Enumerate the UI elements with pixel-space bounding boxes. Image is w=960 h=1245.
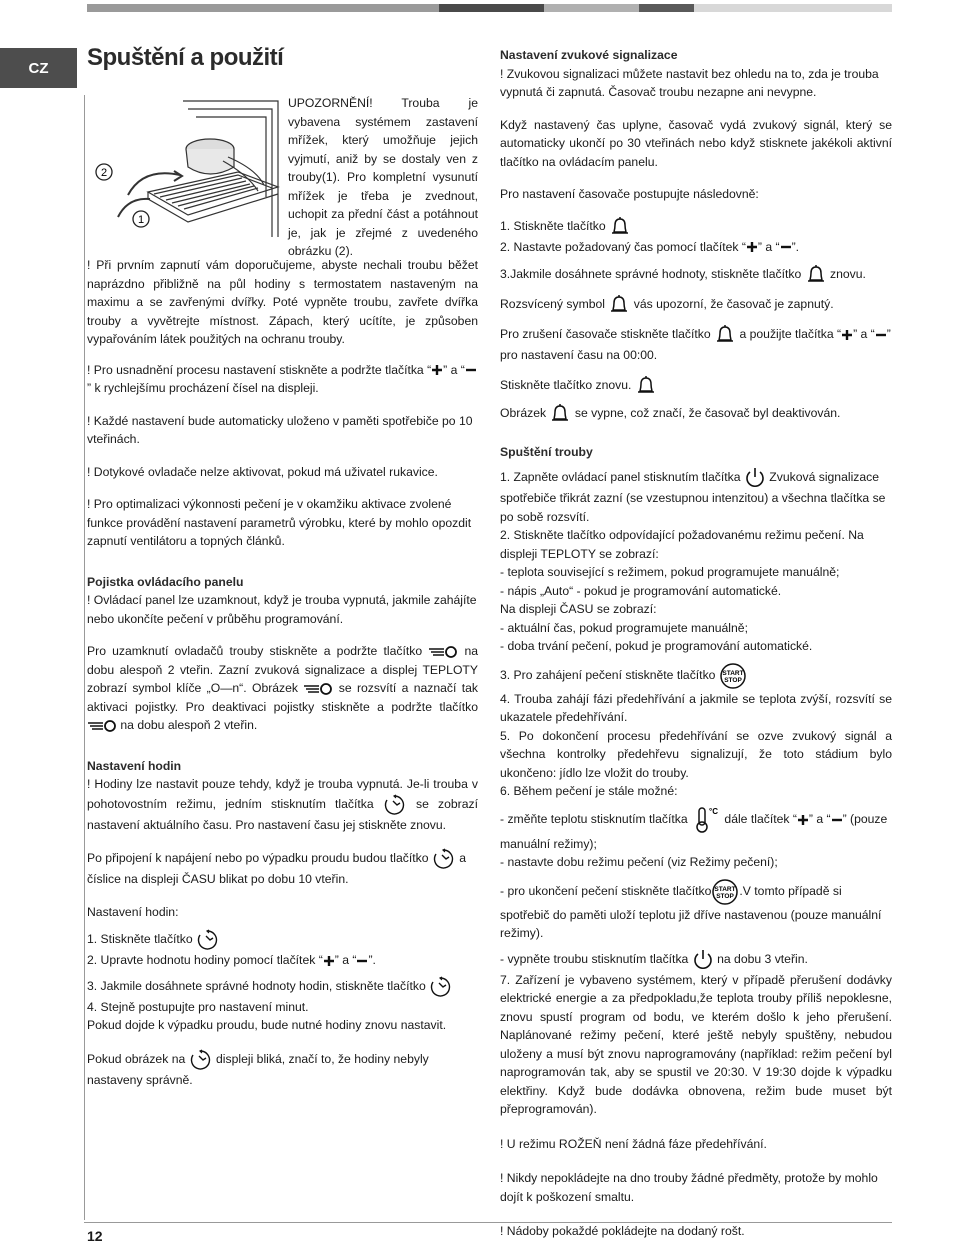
timer-step-3	[500, 264, 892, 286]
start-label: START	[714, 885, 736, 893]
rack-note: ! Nádoby pokaždé pokládejte na dodaný rošt.	[500, 1224, 745, 1238]
start-step-6c	[500, 878, 892, 943]
clock-s2-b: ” a “	[334, 953, 357, 967]
start-s6-a3: ” a “	[808, 811, 831, 826]
stop-label: STOP	[724, 676, 742, 684]
clock-step-5: Pokud dojde k výpadku proudu, bude nutné hodiny znovu nastavit.	[87, 1018, 447, 1032]
start-s6-a4: ” (pouze manuální režimy);	[500, 811, 888, 851]
timer-s7-a: Obrázek	[500, 405, 547, 420]
timer-s2-b: ” a “	[757, 239, 780, 254]
start-stop-icon	[719, 662, 747, 690]
page-number: 12	[87, 1228, 103, 1244]
key-icon	[428, 645, 458, 659]
start-step-2-l1: - teplota související s režimem, pokud programujete manuálně;	[500, 565, 840, 579]
clock-icon	[196, 929, 220, 951]
bell-icon	[608, 294, 630, 316]
clock-steps-title: Nastavení hodin:	[87, 904, 179, 919]
start-s6-c2: .V tomto případě si spotřebič do paměti uloží teplotu již dříve nastavenou (pouze manuální režimy).	[500, 883, 882, 940]
lock-p2-b: na dobu alespoň 2 vteřin. Zazní zvuková signalizace a displej TEPLOTY zobrazí symbol klíče „O—n“. Obrázek	[87, 644, 479, 695]
clock-icon	[429, 976, 453, 998]
clock-p1	[87, 775, 478, 834]
timer-p2: Když nastavený čas uplyne, časovač vydá zvukový signál, který se automaticky ukončí po 30 vteřinách nebo když stisknete jakékoli aktivní tlačítko na ovládacím panelu.	[500, 117, 892, 169]
start-step-6: 6. Během pečení je stále možné:	[500, 784, 678, 798]
right-column	[500, 46, 892, 1241]
plus-icon	[797, 814, 809, 826]
clock-p1-a: ! Hodiny lze nastavit pouze tehdy, když je trouba vypnutá. Je-li trouba v pohotovostním režimu, jedním stisknutím tlačítka	[87, 777, 478, 811]
clock-s2-c: ”.	[368, 953, 376, 967]
hold-buttons-note	[87, 361, 478, 398]
power-icon	[692, 949, 714, 971]
lock-section	[87, 573, 478, 735]
clock-icon	[189, 1049, 213, 1071]
clock-section	[87, 757, 478, 1090]
rotisserie-note: ! U režimu ROŽEŇ není žádná fáze předehřívání.	[500, 1136, 767, 1151]
clock-p3	[87, 1049, 478, 1090]
header-bar-seg	[87, 4, 439, 12]
minus-icon	[780, 241, 792, 253]
start-step-1	[500, 467, 892, 526]
start-label: START	[722, 669, 744, 677]
plus-icon	[431, 364, 443, 376]
bell-icon	[635, 375, 657, 397]
gloves-note: ! Dotykové ovladače nelze aktivovat, pokud má uživatel rukavice.	[87, 464, 438, 479]
hold-note-b: ” a “	[443, 362, 465, 377]
clock-p2	[87, 848, 478, 889]
start-title: Spuštění trouby	[500, 444, 593, 459]
start-s6-a2: dále tlačítek “	[724, 811, 797, 826]
clock-step-3	[87, 976, 478, 998]
start-s6-d1: - vypněte troubu stisknutím tlačítka	[500, 951, 689, 966]
header-bar-seg	[544, 4, 639, 12]
timer-s3-b: znovu.	[830, 267, 866, 282]
hold-note-a: ! Pro usnadnění procesu nastavení stiskněte a podržte tlačítka “	[87, 362, 432, 377]
start-s1-b: Zvuková signalizace spotřebiče třikrát zazní (se vzestupnou intenzitou) a všechna tlačítka se po sobě rozsvítí.	[500, 470, 886, 524]
header-bar-seg	[639, 4, 694, 12]
bell-icon	[609, 216, 631, 238]
lock-p2	[87, 642, 478, 735]
autosave-note: ! Každé nastavení bude automaticky uloženo v paměti spotřebiče po 10 vteřinách.	[87, 413, 473, 446]
timer-step-4	[500, 294, 892, 316]
key-icon	[87, 719, 117, 733]
start-step-2-l5: - doba trvání pečení, pokud je programování automatické.	[500, 639, 813, 653]
clock-p2-b: a číslice na displeji ČASU blikat po dobu 10 vteřin.	[87, 851, 467, 886]
clock-icon	[432, 848, 456, 870]
figure-label-1: 1	[137, 214, 145, 226]
start-step-3	[500, 662, 892, 690]
timer-s5-b: a použijte tlačítka “	[739, 327, 842, 342]
clock-title: Nastavení hodin	[87, 758, 182, 773]
minus-icon	[465, 364, 477, 376]
celsius-label: °C	[709, 806, 719, 816]
timer-s2-a: 2. Nastavte požadovaný čas pomocí tlačítek “	[500, 239, 746, 254]
header-bar-seg	[439, 4, 544, 12]
clock-icon	[383, 794, 407, 816]
clock-step-2	[87, 951, 478, 970]
hold-note-c: ” k rychlejšímu procházení čísel na displeji.	[87, 381, 319, 395]
timer-s2-c: ”.	[791, 239, 800, 254]
start-step-2-l3: Na displeji ČASU se zobrazí:	[500, 602, 657, 616]
timer-s1: 1. Stiskněte tlačítko	[500, 218, 606, 233]
start-step-2: 2. Stiskněte tlačítko odpovídající požadovanému režimu pečení. Na displeji TEPLOTY se zobrazí:	[500, 528, 864, 561]
timer-step-5	[500, 324, 892, 365]
warning-text: UPOZORNĚNÍ! Trouba je vybavena systémem zastavení mřížek, který umožňuje jejich vyjmutí, aniž by se dostaly ven z trouby(1). Pro kompletní vysunutí mřížek je třeba je zvednout, uchopit za přední část a potáhnout je, jak je zřejmé z uvedeného obrázku (2).	[288, 96, 478, 258]
start-step-4: 4. Trouba zahájí fázi předehřívání a jakmile se teplota zvýší, rozsvítí se ukazatele předehřívání.	[500, 691, 892, 724]
timer-title: Nastavení zvukové signalizace	[500, 48, 678, 62]
thermometer-icon	[691, 805, 721, 835]
timer-s5-c: ” a “	[853, 327, 875, 342]
language-tab: CZ	[0, 48, 77, 88]
stop-label: STOP	[716, 892, 735, 900]
clock-p1-b: se zobrazí nastavení aktuálního času. Pro nastavení času jej stiskněte znovu.	[87, 796, 478, 832]
clock-s2-a: 2. Upravte hodnotu hodiny pomocí tlačítek “	[87, 953, 323, 967]
start-s3: 3. Pro zahájení pečení stiskněte tlačítko	[500, 667, 716, 682]
oven-rack-illustration	[88, 97, 282, 240]
lock-title: Pojistka ovládacího panelu	[87, 574, 244, 589]
start-step-6b: - nastavte dobu režimu pečení (viz Režimy pečení);	[500, 855, 778, 869]
power-icon	[744, 467, 766, 489]
timer-s3-a: 3.Jakmile dosáhnete správné hodnoty, stiskněte tlačítko	[500, 267, 802, 282]
start-step-7: 7. Zařízení je vybaveno systémem, který v případě přerušení dodávky elektrické energie a za předpokladu,že teplota trouby příliš nepoklesne, znovu spustí program od bodu, ve kterém došlo k jeho přerušení. Naplánované režimy pečení, které ještě nebyly spuštěny, nebudou uloženy a musí být znovu naprogramovány (například: režim pečení byl naprogramován tak, aby se spustil ve 20:30. V 19:30 dojde k výpadku elektřiny. Když bude dodávka obnovena, režim bude muset být přeprogramován).	[500, 972, 892, 1116]
optimization-note: ! Pro optimalizaci výkonnosti pečení je v okamžiku aktivace zvolené funkce provádění nastavení parametrů výrobku, které by mohlo opozdit zapnutí ventilátoru a topných článků.	[87, 497, 472, 548]
clock-p2-a: Po připojení k napájení nebo po výpadku proudu budou tlačítko	[87, 851, 429, 866]
timer-step-6	[500, 375, 892, 397]
left-column-main	[87, 256, 478, 1089]
minus-icon	[356, 955, 368, 967]
start-s6-a1: - změňte teplotu stisknutím tlačítka	[500, 811, 688, 826]
lock-p2-d: na dobu alespoň 2 vteřin.	[120, 718, 258, 732]
clock-p3-b: displeji bliká, značí to, že hodiny nebyly nastaveny správně.	[87, 1051, 429, 1087]
timer-s6: Stiskněte tlačítko znovu.	[500, 377, 632, 392]
clock-s1: 1. Stiskněte tlačítko	[87, 932, 193, 947]
minus-icon	[875, 329, 887, 341]
timer-p1: ! Zvukovou signalizaci můžete nastavit bez ohledu na to, zda je trouba vypnutá či zapnutá. Časovač troubu nezapne ani nevypne.	[500, 66, 879, 99]
timer-s4-a: Rozsvícený symbol	[500, 297, 605, 312]
bell-icon	[805, 264, 827, 286]
clock-s3: 3. Jakmile dosáhnete správné hodnoty hodin, stiskněte tlačítko	[87, 978, 426, 993]
first-use-note: ! Při prvním zapnutí vám doporučujeme, abyste nechali troubu běžet naprázdno přibližně na půl hodiny s termostatem nastaveným na maximu a se zavřenými dvířky. Poté vypněte troubu, zavřete dvířka trouby a vyvětrejte místnost. Zápach, který ucítíte, je způsoben vypařováním látek použitých na ochranu trouby.	[87, 258, 478, 346]
start-s6-c1: - pro ukončení pečení stiskněte tlačítko	[500, 883, 712, 898]
margin-rule	[84, 95, 85, 1220]
plus-icon	[323, 955, 335, 967]
header-color-bar	[87, 4, 892, 12]
lock-p1: ! Ovládací panel lze uzamknout, když je trouba vypnutá, jakmile zahájíte nebo ukončíte pečení v průběhu programování.	[87, 593, 477, 626]
key-icon	[303, 682, 333, 696]
clock-step-1	[87, 929, 478, 951]
page-title: Spuštění a použití	[87, 44, 284, 71]
enamel-note: ! Nikdy nepokládejte na dno trouby žádné předměty, protože by mohlo dojít k poškození smaltu.	[500, 1171, 878, 1204]
timer-step-7	[500, 403, 892, 425]
start-s6-d2: na dobu 3 vteřin.	[717, 951, 808, 966]
lock-p2-c: se rozsvítí a naznačí tak aktivaci pojistky. Pro deaktivaci pojistky stiskněte a podržte tlačítko	[87, 681, 479, 714]
start-step-5: 5. Po dokončení procesu předehřívání se ozve zvukový signál a všechna kontrolky předehřevu signalizují, že toto stádium bylo ukončeno: jídlo lze vložit do trouby.	[500, 728, 892, 780]
timer-s4-b: vás upozorní, že časovač je zapnutý.	[633, 297, 834, 312]
clock-p3-a: Pokud obrázek na	[87, 1051, 186, 1066]
lock-p2-a: Pro uzamknutí ovladačů trouby stiskněte a podržte tlačítko	[87, 644, 423, 658]
plus-icon	[841, 329, 853, 341]
timer-step-1	[500, 216, 892, 238]
bell-icon	[549, 403, 571, 425]
start-step-2-l2: - nápis „Auto“ - pokud je programování automatické.	[500, 583, 782, 598]
timer-p3: Pro nastavení časovače postupujte následovně:	[500, 187, 759, 201]
plus-icon	[746, 241, 758, 253]
timer-s5-d: ” pro nastavení času na 00:00.	[500, 327, 891, 362]
left-column	[288, 94, 478, 261]
minus-icon	[831, 814, 843, 826]
header-bar-seg	[694, 4, 892, 12]
timer-step-2	[500, 238, 892, 257]
start-step-6a	[500, 805, 892, 854]
clock-step-4: 4. Stejně postupujte pro nastavení minut.	[87, 999, 309, 1014]
start-stop-icon	[711, 878, 739, 906]
figure-label-2: 2	[100, 167, 108, 179]
start-step-6d	[500, 949, 892, 971]
start-step-2-l4: - aktuální čas, pokud programujete manuálně;	[500, 620, 748, 635]
start-s1-a: 1. Zapněte ovládací panel stisknutím tlačítka	[500, 470, 741, 485]
timer-s5-a: Pro zrušení časovače stiskněte tlačítko	[500, 327, 711, 342]
timer-s7-b: se vypne, což značí, že časovač byl deaktivován.	[574, 405, 841, 420]
bell-icon	[714, 324, 736, 346]
